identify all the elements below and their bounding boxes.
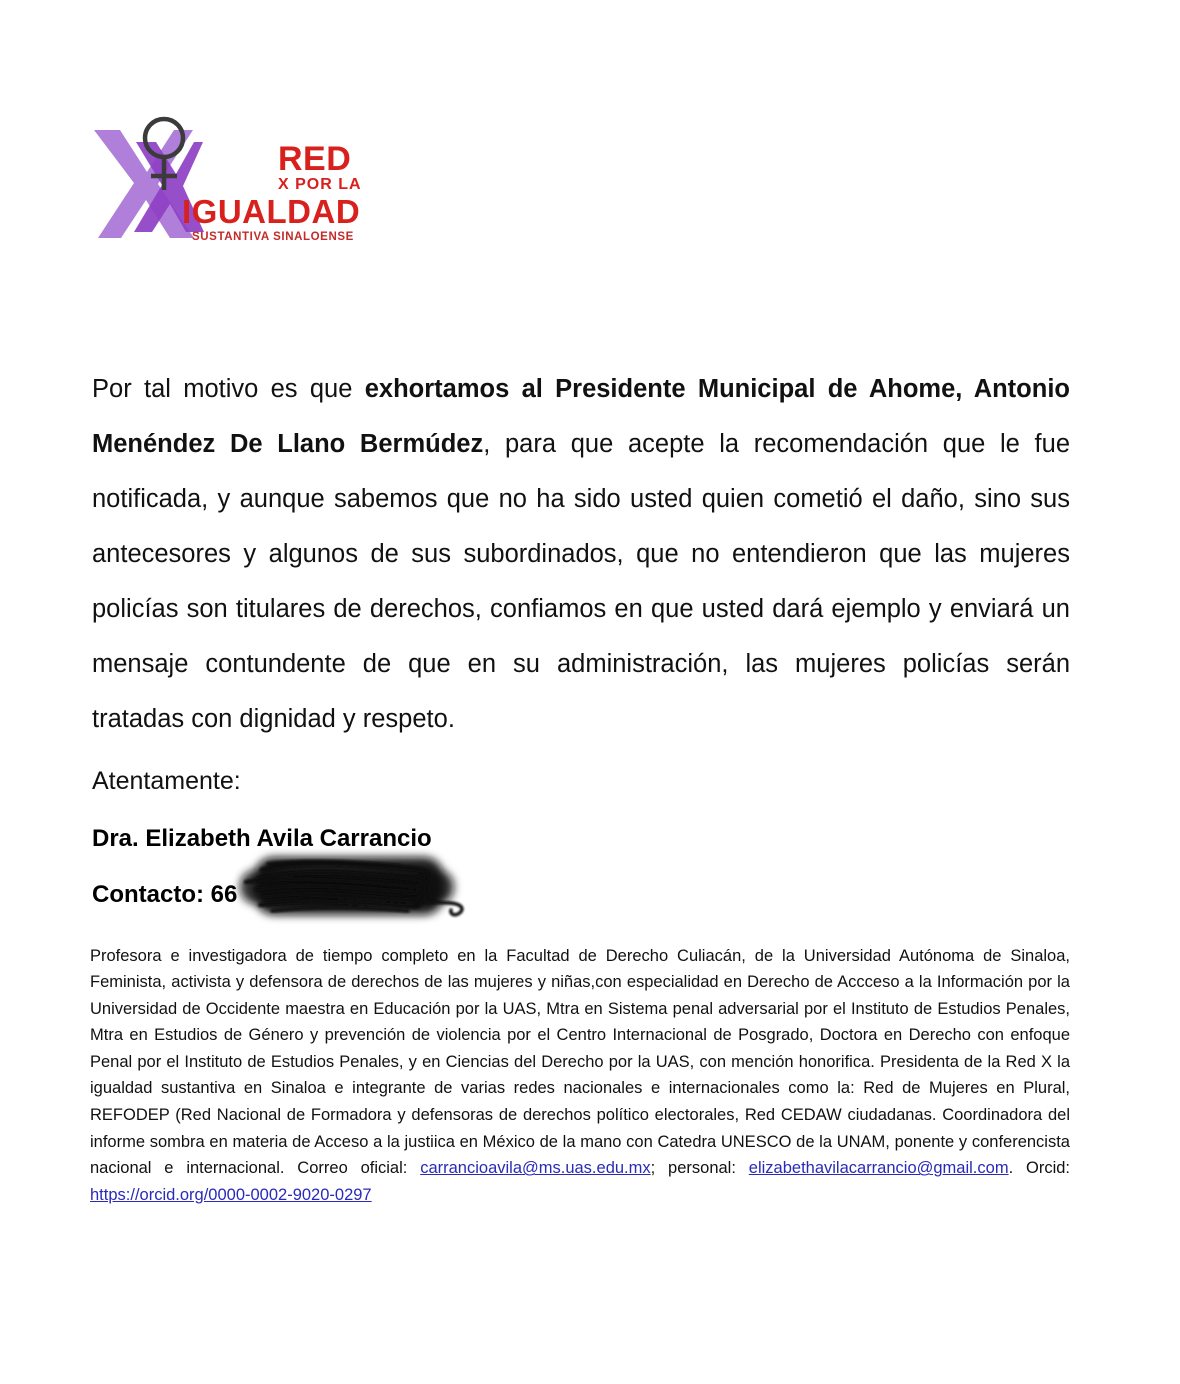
bio-text-body: Profesora e investigadora de tiempo completo en la Facultad de Derecho Culiacán, de la Universidad Autónoma de Sinaloa, Feminista, activista y defensora de derechos de las mujeres y niñas,con especialidad en Derecho de Accceso a la Información por la Universidad de Occidente maestra en Educación por la UAS, Mtra en Sistema penal adversarial por el Instituto de Estudios Penales, Mtra en Estudios de Género y prevención de violencia por el Centro Internacional de Posgrado, Doctora en Derecho con enfoque Penal por el Instituto de Estudios Penales, y en Ciencias del Derecho por la UAS, con mención honorifica. Presidenta de la Red X la igualdad sustantiva en Sinaloa e integrante de varias redes nacionales e internacionales como la: Red de Mujeres en Plural, REFODEP (Red Nacional de Formadora y defensoras de derechos político electorales, Red CEDAW ciudadanas. Coordinadora del informe sombra en materia de Acceso a la justiica en México de la mano con Catedra UNESCO de la UNAM, ponente y conferencista nacional e internacional. Correo oficial:	[90, 946, 1070, 1178]
signatory-name: Dra. Elizabeth Avila Carrancio	[92, 825, 432, 852]
bio-text-orcid-label: . Orcid:	[1008, 1159, 1070, 1178]
official-email-link[interactable]: carrancioavila@ms.uas.edu.mx	[420, 1159, 651, 1178]
biography-paragraph	[90, 943, 1070, 1209]
paragraph-text-lead: Por tal motivo es que	[92, 374, 365, 403]
orcid-url-link[interactable]: https://orcid.org/0000-0002-9020-0297	[90, 1185, 372, 1204]
closing-salutation: Atentamente:	[92, 767, 241, 795]
paragraph-text-rest: , para que acepte la recomendación que le fue notificada, y aunque sabemos que no ha sido usted quien cometió el daño, sino sus antecesores y algunos de sus subordinados, que no entendieron que las mujeres policías son titulares de derechos, confiamos en que usted dará ejemplo y enviará un mensaje contundente de que en su administración, las mujeres policías serán tratadas con dignidad y respeto.	[92, 429, 1070, 733]
logo-text-sustantiva-sinaloense: SUSTANTIVA SINALOENSE	[192, 231, 354, 243]
logo-text-x-por-la: X POR LA	[278, 176, 362, 193]
personal-email-link[interactable]: elizabethavilacarrancio@gmail.com	[748, 1159, 1009, 1178]
contact-line: Contacto: 66	[92, 881, 238, 908]
main-body-paragraph	[92, 362, 1070, 747]
closing-block	[92, 764, 792, 910]
paragraph-text-bold-emphasis: exhortamos al Presidente Municipal de Ahome, Antonio Menéndez De Llano Bermúdez	[92, 374, 1070, 458]
logo-wordmark	[182, 142, 392, 244]
bio-text-between-emails: ; personal:	[650, 1159, 749, 1178]
logo-text-igualdad: IGUALDAD	[182, 193, 361, 230]
organization-logo	[90, 112, 390, 272]
logo-text-red: RED	[278, 140, 352, 178]
